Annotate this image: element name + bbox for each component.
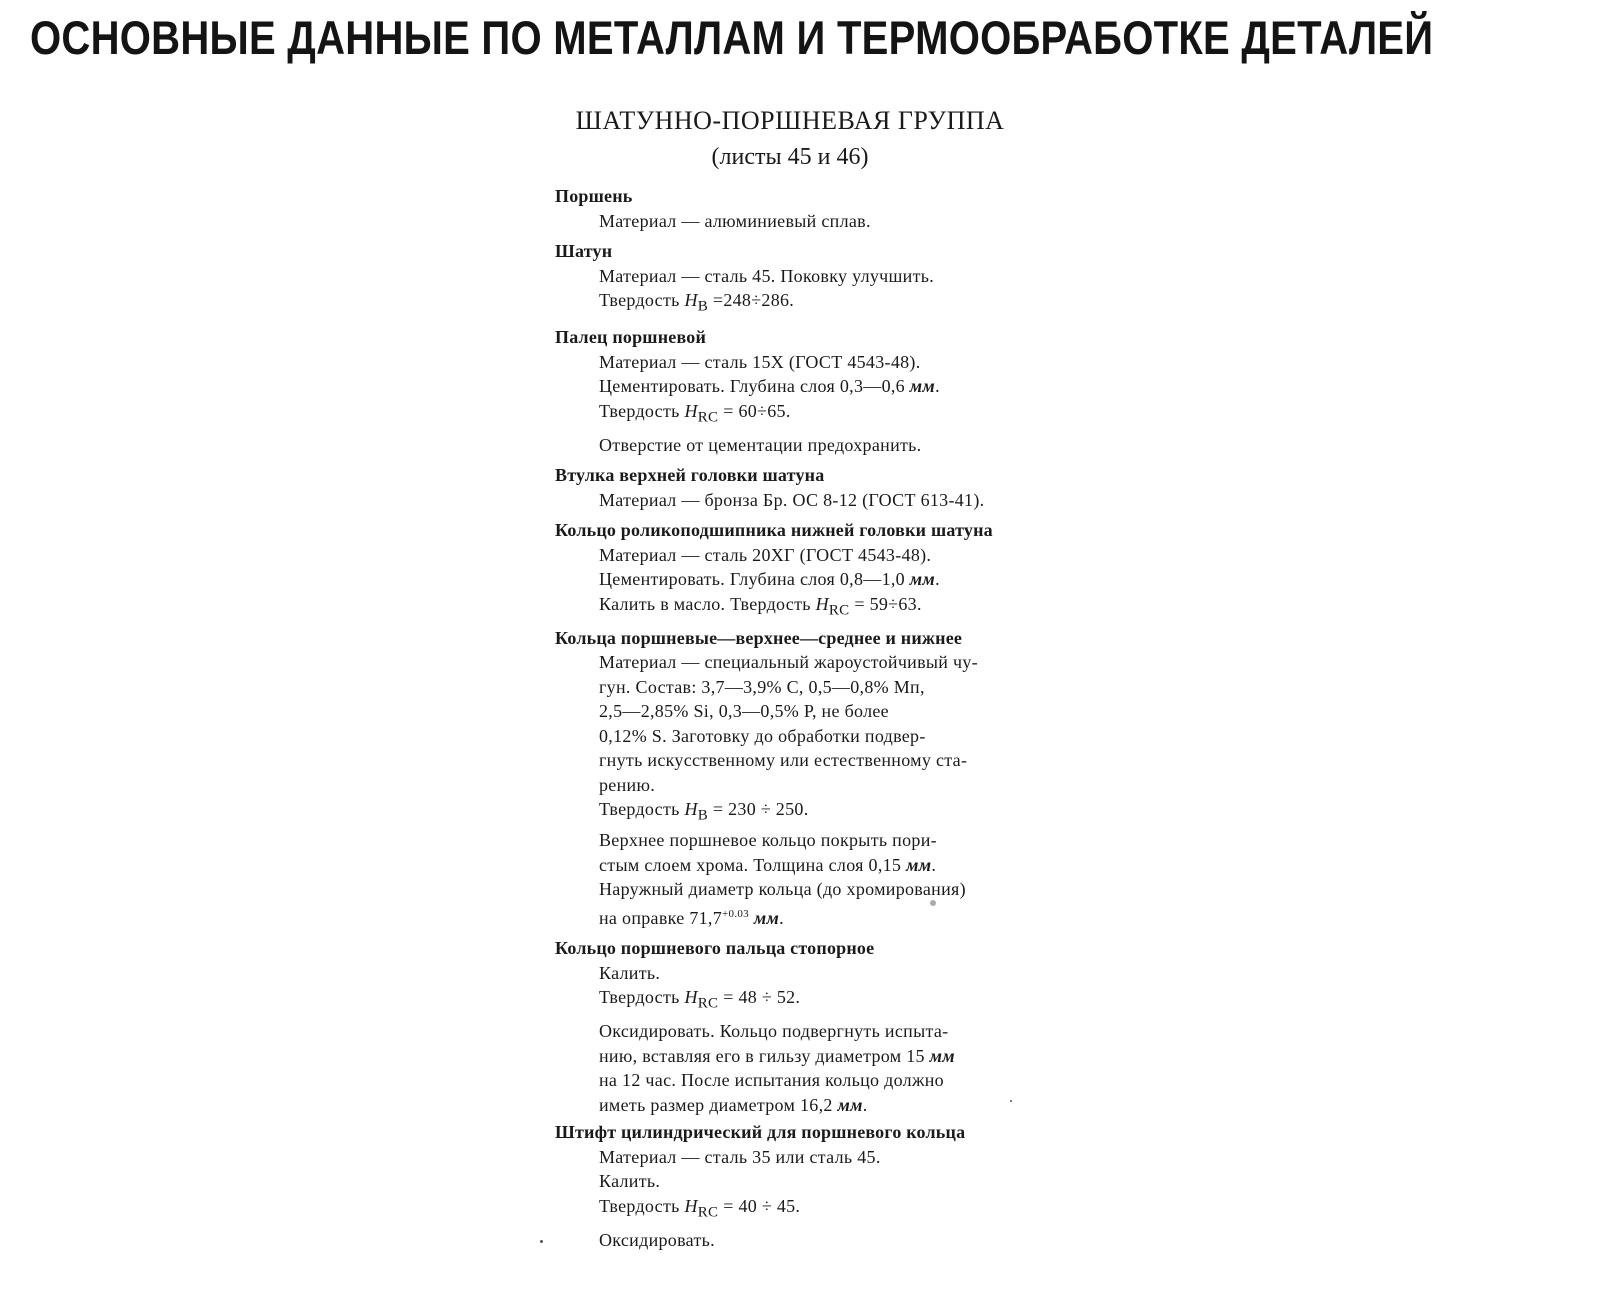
hardness-symbol: H — [815, 593, 829, 614]
part-name: Кольцо поршневого пальца стопорное — [555, 938, 875, 959]
oxidize-line: Оксидировать. — [599, 1230, 715, 1251]
material-line: Материал — сталь 20ХГ (ГОСТ 4543-48). — [599, 544, 932, 565]
material-line: 0,12% S. Заготовку до обработки подвер- — [599, 725, 926, 746]
oxidize-line: иметь размер диаметром 16,2 мм. — [599, 1094, 868, 1115]
hardness-line — [599, 399, 1035, 430]
unit-mm: мм — [909, 569, 936, 590]
hardness-subscript: RC — [697, 409, 719, 426]
diameter-line: Наружный диаметр кольца (до хромирования) — [599, 879, 966, 900]
carburize-text: Цементировать. Глубина слоя 0,8—1,0 — [599, 569, 905, 590]
material-line: 2,5—2,85% Si, 0,3—0,5% Р, не более — [599, 701, 889, 722]
hardness-symbol: H — [684, 799, 698, 820]
hardness-subscript: RC — [828, 602, 850, 619]
hardness-line — [599, 592, 1035, 623]
hardness-line — [599, 288, 1035, 319]
spec-list — [555, 184, 1035, 1253]
unit-mm: мм — [837, 1094, 863, 1115]
oxidize-line — [599, 1044, 1035, 1069]
unit-mm: мм — [929, 1045, 955, 1066]
part-pin-retaining-ring — [555, 936, 1035, 1117]
section-subtitle: (листы 45 и 46) — [711, 144, 869, 170]
unit-mm: мм — [909, 376, 936, 397]
material-line: Материал — специальный жароустойчивый чу- — [599, 652, 978, 673]
part-piston-pin — [555, 325, 1035, 457]
part-name: Поршень — [555, 186, 633, 206]
diameter-text: на оправке 71,7 — [599, 907, 723, 928]
page-title: ОСНОВНЫЕ ДАННЫЕ ПО МЕТАЛЛАМ И ТЕРМООБРАБОТКЕ ДЕТАЛЕЙ — [30, 11, 1434, 64]
hardness-subscript: RC — [697, 995, 719, 1012]
carburize-line: Цементировать. Глубина слоя 0,3—0,6 мм. — [599, 376, 940, 397]
hardness-label: Твердость — [599, 290, 680, 310]
material-line: гнуть искусственному или естественному ста- — [599, 750, 968, 771]
hardness-line — [599, 1194, 1035, 1225]
oxidize-line: Оксидировать. Кольцо подвергнуть испыта- — [599, 1021, 949, 1042]
material-line: Материал — сталь 15Х (ГОСТ 4543-48). — [599, 351, 921, 372]
hardness-value: = 230 ÷ 250. — [712, 799, 809, 820]
part-small-end-bushing — [555, 463, 1035, 512]
hardness-label: Твердость — [599, 1195, 680, 1216]
hardness-label: Твердость — [599, 987, 680, 1008]
hardness-line — [599, 797, 1035, 828]
scan-speck — [930, 900, 936, 906]
hardness-label: Твердость — [599, 400, 680, 421]
part-connecting-rod — [555, 239, 1035, 319]
scan-speck — [1010, 1100, 1012, 1102]
tolerance: +0.03 — [722, 907, 749, 920]
section-title: ШАТУННО-ПОРШНЕВАЯ ГРУППА — [575, 106, 1005, 135]
hardness-label: Твердость — [599, 799, 680, 820]
unit-mm: мм — [753, 907, 780, 928]
carburize-text: Цементировать. Глубина слоя 0,3—0,6 — [599, 376, 905, 397]
chrome-text: стым слоем хрома. Толщина слоя 0,15 — [599, 854, 902, 875]
hardness-subscript: B — [697, 807, 709, 824]
unit-mm: мм — [906, 854, 932, 875]
material-line: Материал — бронза Бр. ОС 8-12 (ГОСТ 613-41). — [599, 489, 985, 510]
part-name: Шатун — [555, 241, 613, 261]
hardness-symbol: H — [684, 290, 698, 310]
carburize-line: Цементировать. Глубина слоя 0,8—1,0 мм. — [599, 569, 940, 590]
hardness-symbol: H — [684, 400, 698, 421]
oxidize-text: иметь размер диаметром 16,2 — [599, 1094, 833, 1115]
hardness-value: =248÷286. — [712, 290, 795, 310]
part-big-end-bearing-ring — [555, 518, 1035, 623]
hardness-symbol: H — [684, 987, 698, 1008]
hardness-value: = 60÷65. — [723, 400, 791, 421]
chrome-line: Верхнее поршневое кольцо покрыть пори- — [599, 830, 937, 851]
material-line: Материал — сталь 35 или сталь 45. — [599, 1146, 881, 1167]
part-name: Штифт цилиндрический для поршневого кольца — [555, 1122, 966, 1143]
chrome-line: стым слоем хрома. Толщина слоя 0,15 мм. — [599, 854, 937, 875]
hardness-value: = 40 ÷ 45. — [723, 1195, 801, 1216]
part-name: Втулка верхней головки шатуна — [555, 465, 825, 486]
material-line: Материал — алюминиевый сплав. — [599, 210, 871, 231]
hardness-subscript: B — [697, 298, 709, 315]
part-piston-rings — [555, 626, 1035, 931]
part-name: Кольцо роликоподшипника нижней головки шатуна — [555, 520, 993, 541]
hardness-value: = 59÷63. — [854, 593, 922, 614]
scan-speck — [540, 1240, 543, 1243]
part-piston — [555, 184, 1035, 233]
part-cylindrical-dowel — [555, 1120, 1035, 1252]
quench-line: Калить. — [599, 1171, 661, 1192]
hardness-symbol: H — [684, 1195, 698, 1216]
material-line: рению. — [599, 774, 656, 795]
quench-label: Калить в масло. Твердость — [599, 593, 811, 614]
hardness-line — [599, 985, 1035, 1016]
hardness-value: = 48 ÷ 52. — [723, 987, 801, 1008]
note-line: Отверстие от цементации предохранить. — [599, 434, 922, 455]
part-name: Кольца поршневые—верхнее—среднее и нижнее — [555, 627, 963, 648]
material-line: гун. Состав: 3,7—3,9% С, 0,5—0,8% Мп, — [599, 676, 925, 697]
oxidize-line: на 12 час. После испытания кольцо должно — [599, 1070, 944, 1091]
part-name: Палец поршневой — [555, 327, 707, 348]
diameter-line: на оправке $71,7^{+0.03}$ мм. — [599, 907, 784, 928]
hardness-subscript: RC — [697, 1204, 719, 1221]
material-line: Материал — сталь 45. Поковку улучшить. — [599, 265, 935, 286]
oxidize-text: нию, вставляя его в гильзу диаметром 15 — [599, 1045, 925, 1066]
quench-line: Калить. — [599, 962, 661, 983]
